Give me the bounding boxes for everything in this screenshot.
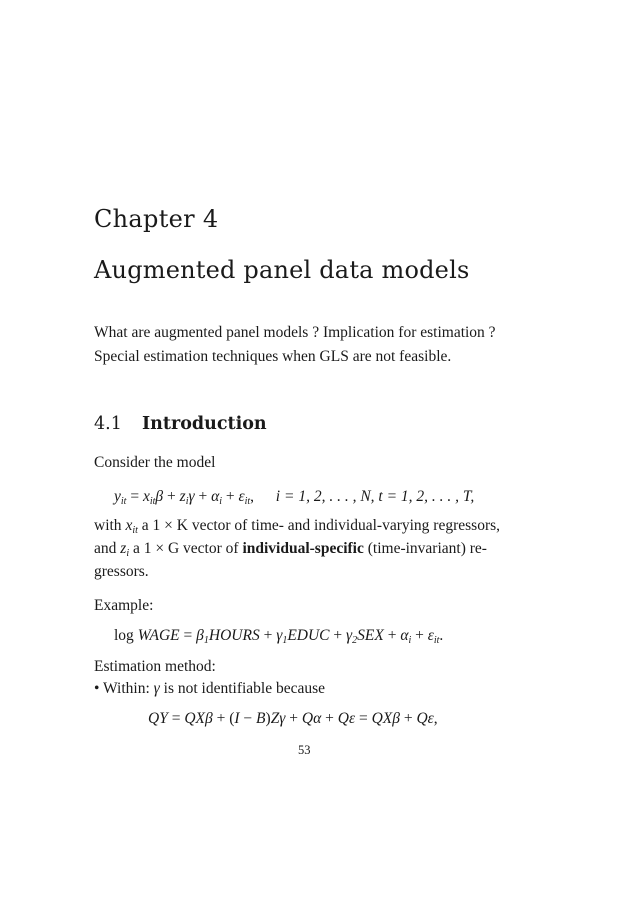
within-bullet: • Within: γ is not identifiable because (94, 680, 326, 697)
intro-line-2: Special estimation techniques when GLS are not feasible. (94, 348, 452, 365)
regressors-text: gressors. (94, 563, 149, 580)
estimation-method-label: Estimation method: (94, 658, 216, 675)
chapter-label: Chapter 4 (94, 205, 219, 233)
section-number: 4.1 (94, 414, 122, 434)
within-equation: QY = QXβ + (I − B)Zγ + Qα + Qε = QXβ + Qε, (148, 710, 438, 727)
x-description: with $x_{it}$ a 1 × K vector of time- and individual-varying regressors, (94, 517, 501, 536)
model-equation: $y_{it} = x_{it}\beta + z_i\gamma + \alpha_i + \varepsilon_{it}$, i = 1, 2, . . . , N, t = 1, 2, . . . , T, (114, 488, 475, 507)
chapter-title: Augmented panel data models (94, 256, 470, 284)
wage-equation: log WAGE = $\beta_1HOURS$ + $\gamma_1EDUC + \gamma_2SEX + \alpha_i + \varepsilon_{it}$. (114, 627, 444, 646)
example-label: Example: (94, 597, 154, 614)
consider-text: Consider the model (94, 454, 216, 471)
intro-line-1: What are augmented panel models ? Implication for estimation ? (94, 324, 496, 341)
equation-index-range: i = 1, 2, . . . , N, t = 1, 2, . . . , T, (275, 488, 475, 505)
section-title: Introduction (142, 414, 267, 434)
page-number: 53 (298, 743, 311, 757)
individual-specific-term: individual-specific (242, 540, 364, 557)
z-description: and $z_i$ a 1 × G vector of individual-specific (time-invariant) re- (94, 540, 487, 559)
section-heading (94, 414, 267, 434)
